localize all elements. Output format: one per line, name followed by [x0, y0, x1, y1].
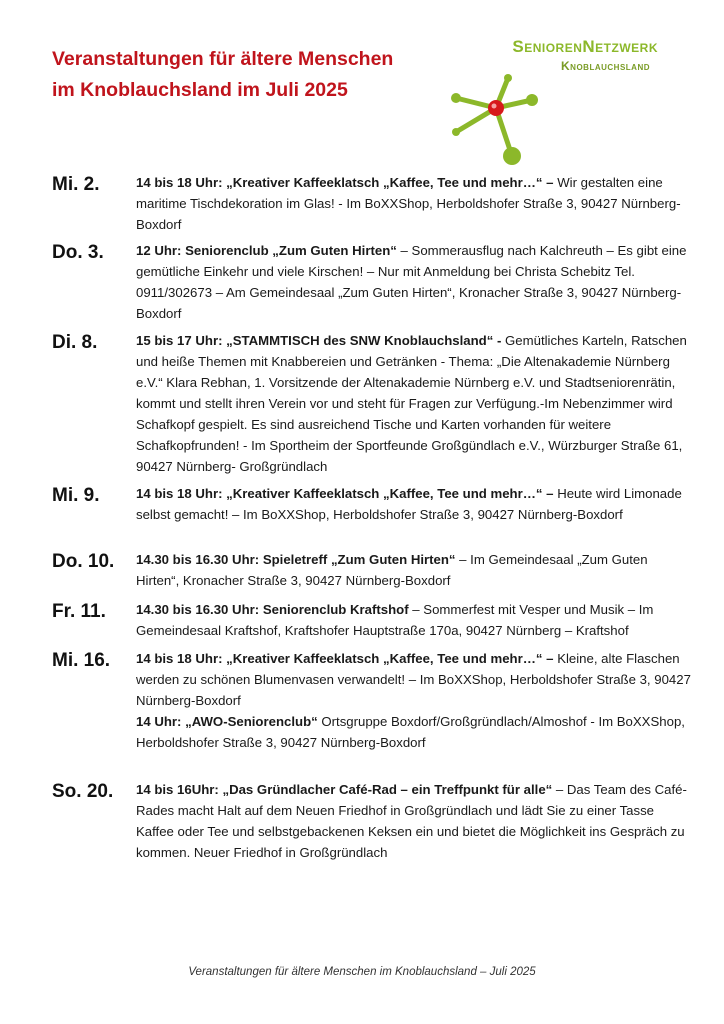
event-item: [52, 330, 692, 477]
event-day: Do. 10.: [52, 551, 115, 572]
logo-line-2: Knoblauchsland: [561, 59, 650, 73]
title-line-1: Veranstaltungen für ältere Menschen: [52, 48, 394, 70]
event-heading: 14 Uhr: „AWO-Seniorenclub“: [136, 714, 318, 729]
event-item: [52, 648, 692, 753]
event-text: [136, 330, 692, 477]
event-heading: 15 bis 17 Uhr: „STAMMTISCH des SNW Knoblauchsland“ -: [136, 333, 502, 348]
title-line-2: im Knoblauchsland im Juli 2025: [52, 79, 348, 101]
event-text: [136, 648, 692, 753]
event-day: Fr. 11.: [52, 601, 106, 622]
event-text: [136, 240, 692, 324]
event-heading: 14 bis 18 Uhr: „Kreativer Kaffeeklatsch „Kaffee, Tee und mehr…“ –: [136, 175, 554, 190]
event-item: [52, 483, 692, 525]
event-day: Mi. 2.: [52, 174, 100, 195]
network-logo-icon: [436, 70, 546, 170]
event-item: [52, 599, 692, 641]
event-body: – Im Gemeindesaal „Zum Guten Hirten“, Kronacher Straße 3, 90427 Nürnberg-Boxdorf: [136, 552, 648, 588]
event-body: – Das Team des Café-Rades macht Halt auf dem Neuen Friedhof in Großgründlach und lädt Sie zu einer Tasse Kaffee oder Tee und selbstgebackenen Keksen ein und bietet die Möglichkeit ins Gespräch zu kommen. Neuer Friedhof in Großgründlach: [136, 782, 687, 860]
event-body: Heute wird Limonade selbst gemacht! – Im BoXXShop, Herboldshofer Straße 3, 90427 Nürnberg-Boxdorf: [136, 486, 682, 522]
page-title: [52, 44, 452, 106]
event-body: Wir gestalten eine maritime Tischdekoration im Glas! - Im BoXXShop, Herboldshofer Straße 3, 90427 Nürnberg-Boxdorf: [136, 175, 681, 232]
event-heading: 12 Uhr: Seniorenclub „Zum Guten Hirten“: [136, 243, 397, 258]
event-day: Do. 3.: [52, 242, 104, 263]
event-list: [52, 172, 692, 863]
event-heading: 14 bis 18 Uhr: „Kreativer Kaffeeklatsch „Kaffee, Tee und mehr…“ –: [136, 486, 554, 501]
event-text: [136, 172, 692, 235]
event-day: Mi. 16.: [52, 650, 111, 671]
event-heading: 14 bis 16Uhr: „Das Gründlacher Café-Rad – ein Treffpunkt für alle“: [136, 782, 553, 797]
event-heading: 14 bis 18 Uhr: „Kreativer Kaffeeklatsch „Kaffee, Tee und mehr…“ –: [136, 651, 554, 666]
event-text: [136, 599, 692, 641]
event-day: Mi. 9.: [52, 485, 100, 506]
event-body: Kleine, alte Flaschen werden zu schönen Blumenvasen verwandelt! – Im BoXXShop, Herboldshofer Straße 3, 90427 Nürnberg-Boxdorf: [136, 651, 691, 708]
event-body: Gemütliches Karteln, Ratschen und heiße Themen mit Knabbereien und Getränken - Thema: „Die Altenakademie Nürnberg e.V.“ Klara Rebhan, 1. Vorsitzende der Altenakademie Nürnberg e.V. und Stadtseniorenrätin, kommt und stellt ihren Verein vor und steht für Fragen zur Verfügung.-Im Nebenzimmer wird Schafkopf gespielt. Es sind ausreichend Tische und Karten vorhanden für weitere Schafkopfrunden! - Im Sportheim der Sportfeunde Großgündlach e.V., Würzburger Straße 61, 90427 Nürnberg- Großgründlach: [136, 333, 687, 474]
event-item: [52, 779, 692, 863]
event-text: [136, 483, 692, 525]
event-heading: 14.30 bis 16.30 Uhr: Spieletreff „Zum Guten Hirten“: [136, 552, 456, 567]
event-item: [52, 172, 692, 235]
logo-line-1: SeniorenNetzwerk: [512, 37, 658, 56]
event-body: Ortsgruppe Boxdorf/Großgründlach/Almoshof - Im BoXXShop, Herboldshofer Straße 3, 90427 Nürnberg-Boxdorf: [136, 714, 685, 750]
event-body: – Sommerausflug nach Kalchreuth – Es gibt eine gemütliche Einkehr und viele Kirschen! – Nur mit Anmeldung bei Christa Schebitz Tel. 0911/302673 – Am Gemeindesaal „Zum Guten Hirten“, Kronacher Straße 3, 90427 Nürnberg- Boxdorf: [136, 243, 687, 321]
event-body: – Sommerfest mit Vesper und Musik – Im Gemeindesaal Kraftshof, Kraftshofer Hauptstraße 170a, 90427 Nürnberg – Kraftshof: [136, 602, 654, 638]
event-heading: 14.30 bis 16.30 Uhr: Seniorenclub Kraftshof: [136, 602, 409, 617]
event-day: Di. 8.: [52, 332, 98, 353]
page-footer: Veranstaltungen für ältere Menschen im Knoblauchsland – Juli 2025: [188, 966, 536, 978]
event-text: [136, 549, 692, 591]
event-text: [136, 779, 692, 863]
logo: [462, 36, 658, 74]
event-item: [52, 549, 692, 591]
event-day: So. 20.: [52, 781, 114, 802]
event-item: [52, 240, 692, 324]
